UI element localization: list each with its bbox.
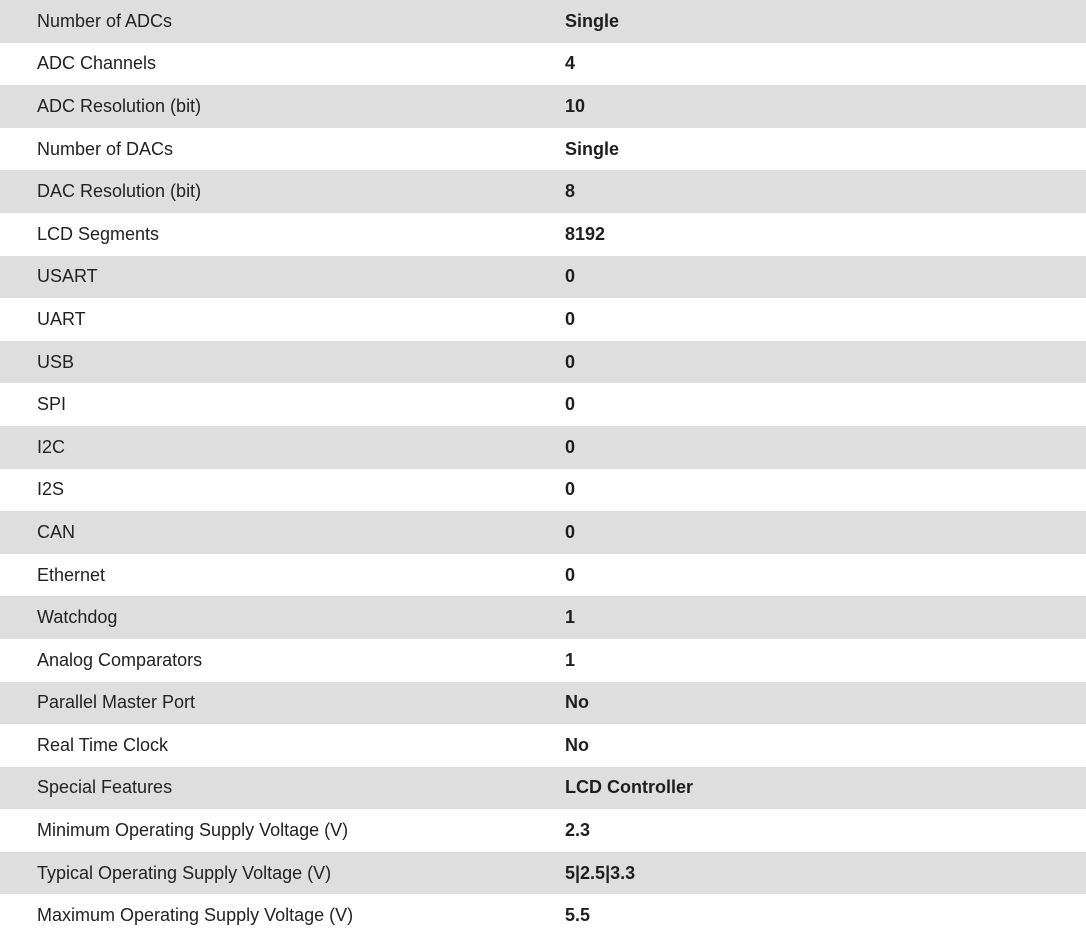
spec-name: Maximum Operating Supply Voltage (V) xyxy=(0,894,565,934)
spec-value: 0 xyxy=(565,469,1086,512)
spec-value: 0 xyxy=(565,256,1086,299)
table-row xyxy=(0,894,1086,934)
table-row xyxy=(0,767,1086,810)
table-row xyxy=(0,85,1086,128)
table-row xyxy=(0,383,1086,426)
spec-value: No xyxy=(565,724,1086,767)
table-row xyxy=(0,682,1086,725)
table-row xyxy=(0,809,1086,852)
table-row xyxy=(0,43,1086,86)
spec-value: No xyxy=(565,682,1086,725)
table-row xyxy=(0,213,1086,256)
table-row xyxy=(0,639,1086,682)
spec-name: ADC Resolution (bit) xyxy=(0,85,565,128)
spec-value: 5.5 xyxy=(565,894,1086,934)
spec-name: Parallel Master Port xyxy=(0,682,565,725)
spec-value: 0 xyxy=(565,341,1086,384)
spec-name: UART xyxy=(0,298,565,341)
spec-name: ADC Channels xyxy=(0,43,565,86)
spec-name: Number of ADCs xyxy=(0,0,565,43)
table-row xyxy=(0,724,1086,767)
spec-name: USB xyxy=(0,341,565,384)
spec-name: I2C xyxy=(0,426,565,469)
spec-value: 0 xyxy=(565,426,1086,469)
spec-name: Number of DACs xyxy=(0,128,565,171)
table-row xyxy=(0,256,1086,299)
spec-name: LCD Segments xyxy=(0,213,565,256)
spec-value: 0 xyxy=(565,383,1086,426)
spec-name: Watchdog xyxy=(0,596,565,639)
spec-value: 4 xyxy=(565,43,1086,86)
spec-value: Single xyxy=(565,128,1086,171)
table-row xyxy=(0,852,1086,895)
spec-name: DAC Resolution (bit) xyxy=(0,170,565,213)
table-row xyxy=(0,0,1086,43)
spec-value: 5|2.5|3.3 xyxy=(565,852,1086,895)
spec-name: Special Features xyxy=(0,767,565,810)
table-row xyxy=(0,554,1086,597)
spec-value: 0 xyxy=(565,554,1086,597)
spec-name: SPI xyxy=(0,383,565,426)
spec-name: Minimum Operating Supply Voltage (V) xyxy=(0,809,565,852)
table-row xyxy=(0,469,1086,512)
spec-value: 0 xyxy=(565,298,1086,341)
spec-value: Single xyxy=(565,0,1086,43)
spec-name: Ethernet xyxy=(0,554,565,597)
table-row xyxy=(0,170,1086,213)
table-row xyxy=(0,341,1086,384)
spec-value: 1 xyxy=(565,639,1086,682)
spec-value: 10 xyxy=(565,85,1086,128)
spec-name: Analog Comparators xyxy=(0,639,565,682)
spec-value: 0 xyxy=(565,511,1086,554)
spec-name: CAN xyxy=(0,511,565,554)
table-row xyxy=(0,511,1086,554)
table-row xyxy=(0,596,1086,639)
table-row xyxy=(0,298,1086,341)
spec-value: 1 xyxy=(565,596,1086,639)
spec-name: Typical Operating Supply Voltage (V) xyxy=(0,852,565,895)
spec-name: USART xyxy=(0,256,565,299)
spec-value: 8 xyxy=(565,170,1086,213)
spec-name: I2S xyxy=(0,469,565,512)
table-row xyxy=(0,128,1086,171)
spec-value: LCD Controller xyxy=(565,767,1086,810)
table-row xyxy=(0,426,1086,469)
spec-value: 2.3 xyxy=(565,809,1086,852)
spec-name: Real Time Clock xyxy=(0,724,565,767)
spec-value: 8192 xyxy=(565,213,1086,256)
